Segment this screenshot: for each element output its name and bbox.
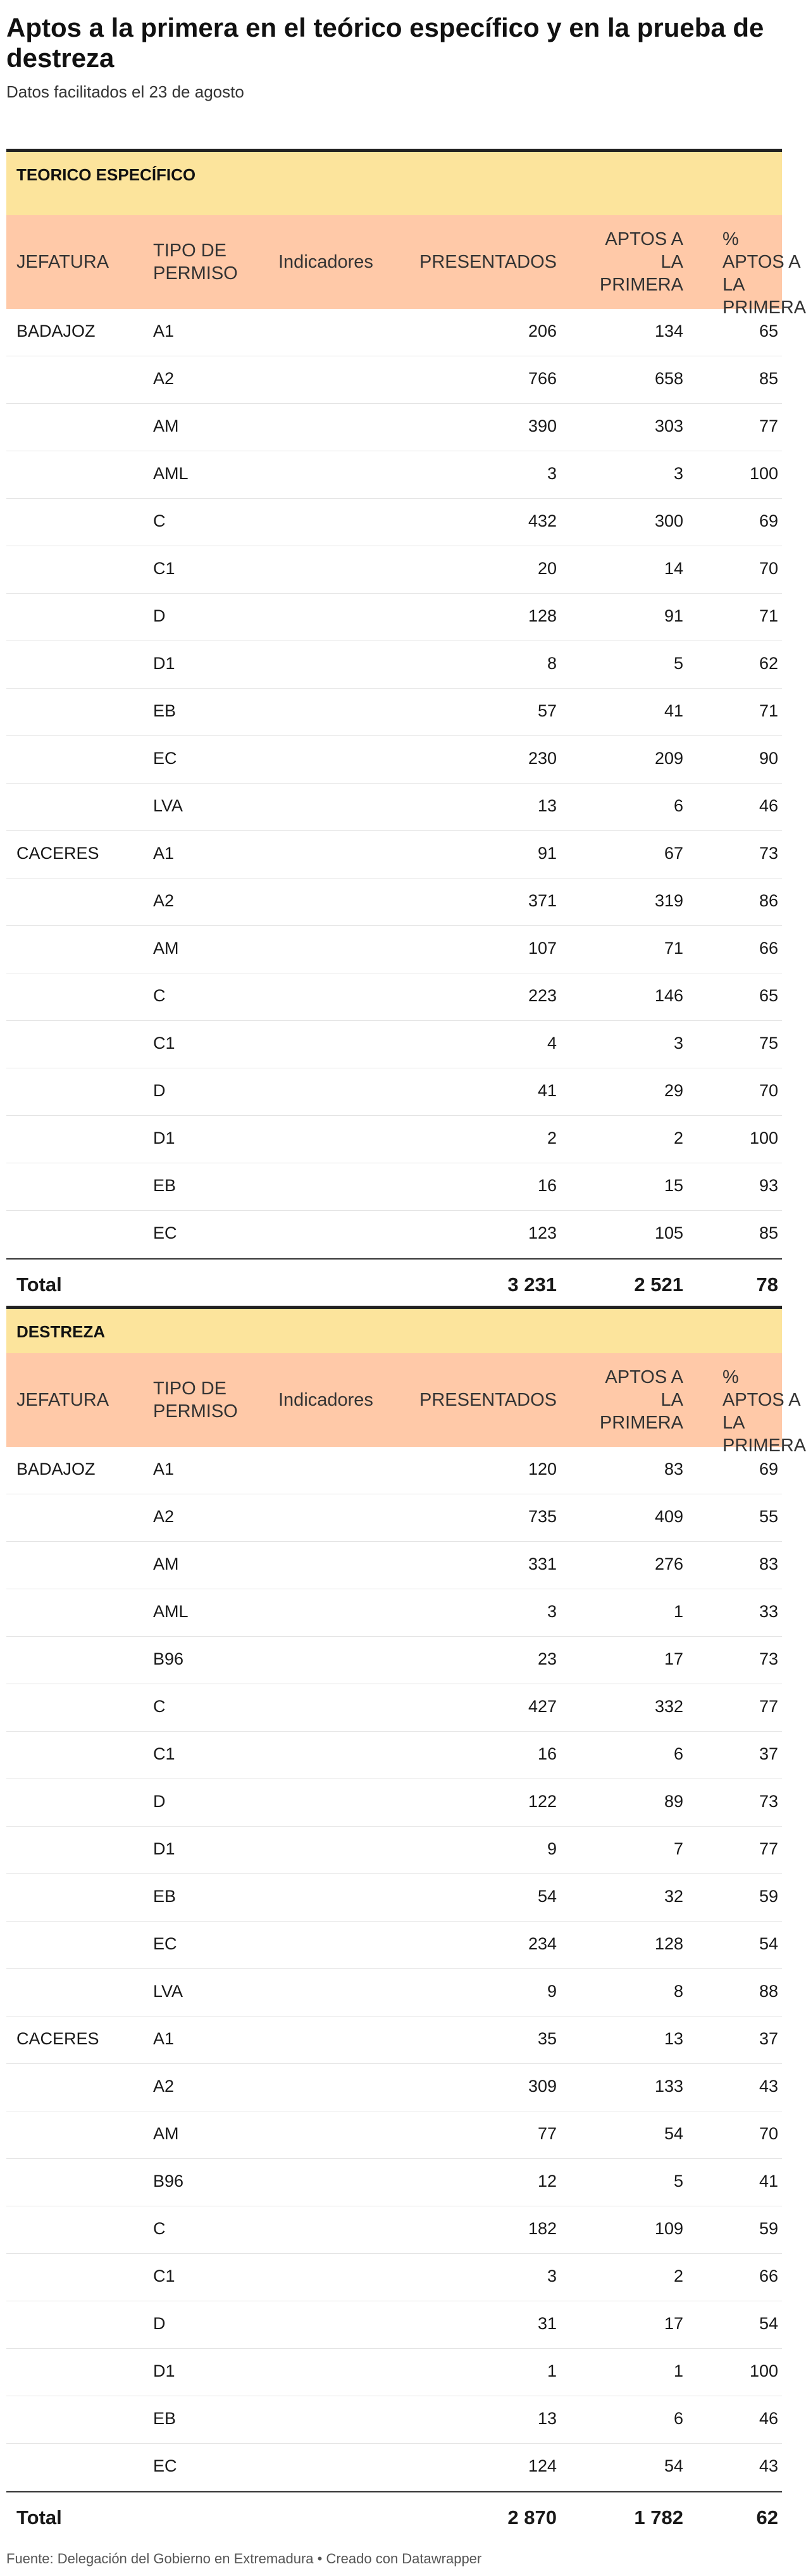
cell-presentados: 9 — [547, 1982, 557, 2001]
cell-aptos: 13 — [664, 2029, 683, 2048]
column-header-aptos: APTOS A LA PRIMERA — [599, 229, 683, 295]
table-row — [6, 1116, 782, 1163]
cell-presentados: 123 — [528, 1223, 557, 1242]
cell-tipo-permiso: EB — [153, 2409, 177, 2428]
cell-aptos: 332 — [654, 1697, 683, 1716]
cell-porcentaje: 66 — [759, 939, 778, 958]
table-row — [6, 356, 782, 404]
cell-tipo-permiso: A1 — [153, 1460, 175, 1479]
column-header-presentados: PRESENTADOS — [419, 1390, 557, 1410]
cell-jefatura: CACERES — [16, 2029, 99, 2048]
table-row — [6, 594, 782, 641]
cell-aptos: 6 — [673, 1744, 683, 1763]
cell-porcentaje: 83 — [759, 1554, 778, 1573]
cell-porcentaje: 41 — [759, 2172, 778, 2191]
cell-aptos: 6 — [673, 2409, 683, 2428]
cell-tipo-permiso: C1 — [153, 1034, 175, 1053]
cell-presentados: 371 — [528, 891, 557, 910]
cell-porcentaje: 73 — [759, 1792, 778, 1811]
cell-presentados: 206 — [528, 322, 557, 341]
source-footer: Fuente: Delegación del Gobierno en Extremadura • Creado con Datawrapper — [6, 2551, 482, 2567]
table-row — [6, 2254, 782, 2301]
cell-presentados: 8 — [547, 654, 557, 673]
cell-porcentaje: 70 — [759, 1081, 778, 1100]
table-row — [6, 2064, 782, 2111]
table-row — [6, 2301, 782, 2349]
cell-tipo-permiso: EC — [153, 2456, 177, 2475]
cell-aptos: 54 — [664, 2124, 683, 2143]
cell-jefatura: CACERES — [16, 844, 99, 863]
cell-tipo-permiso: B96 — [153, 2172, 184, 2191]
cell-porcentaje: 37 — [759, 2029, 778, 2048]
column-header-row — [6, 215, 806, 318]
cell-tipo-permiso: A2 — [153, 2077, 175, 2096]
cell-tipo-permiso: D — [153, 1081, 166, 1100]
cell-aptos: 303 — [654, 416, 683, 435]
cell-presentados: 122 — [528, 1792, 557, 1811]
cell-aptos: 17 — [664, 1649, 683, 1668]
cell-presentados: 2 — [547, 1129, 557, 1147]
column-header-porcentaje: % APTOS A LA PRIMERA — [722, 229, 806, 318]
table-row — [6, 499, 782, 546]
table-row — [6, 1494, 782, 1542]
table-row — [6, 1732, 782, 1779]
cell-aptos: 128 — [654, 1934, 683, 1953]
column-header-row — [6, 1353, 806, 1456]
cell-tipo-permiso: C — [153, 2219, 166, 2238]
cell-presentados: 120 — [528, 1460, 557, 1479]
cell-porcentaje: 69 — [759, 511, 778, 530]
cell-aptos: 276 — [654, 1554, 683, 1573]
cell-presentados: 735 — [528, 1507, 557, 1526]
cell-aptos: 409 — [654, 1507, 683, 1526]
cell-tipo-permiso: C1 — [153, 559, 175, 578]
cell-tipo-permiso: D1 — [153, 1129, 175, 1147]
cell-presentados: 16 — [537, 1744, 557, 1763]
cell-tipo-permiso: AM — [153, 1554, 179, 1573]
table-row — [6, 309, 782, 356]
cell-aptos: 658 — [654, 369, 683, 388]
cell-porcentaje: 88 — [759, 1982, 778, 2001]
cell-presentados: 31 — [537, 2314, 557, 2333]
cell-presentados: 77 — [537, 2124, 557, 2143]
cell-presentados: 4 — [547, 1034, 557, 1053]
cell-aptos: 5 — [673, 654, 683, 673]
cell-tipo-permiso: A1 — [153, 844, 175, 863]
cell-aptos: 133 — [654, 2077, 683, 2096]
cell-presentados: 20 — [537, 559, 557, 578]
total-row — [6, 1258, 782, 1311]
table-row — [6, 2349, 782, 2396]
cell-presentados: 16 — [537, 1176, 557, 1195]
cell-tipo-permiso: C1 — [153, 1744, 175, 1763]
column-header-jefatura: JEFATURA — [16, 1390, 109, 1410]
table-row — [6, 831, 782, 878]
table-row — [6, 1589, 782, 1637]
column-header-indicadores: Indicadores — [278, 1390, 373, 1410]
cell-tipo-permiso: C — [153, 511, 166, 530]
table-row — [6, 1684, 782, 1732]
cell-presentados: 9 — [547, 1839, 557, 1858]
column-header-tipo-permiso: TIPO DE PERMISO — [153, 241, 238, 284]
cell-aptos: 3 — [673, 1034, 683, 1053]
cell-presentados: 35 — [537, 2029, 557, 2048]
cell-aptos: 209 — [654, 749, 683, 768]
cell-porcentaje: 71 — [759, 701, 778, 720]
column-header-porcentaje: % APTOS A LA PRIMERA — [722, 1367, 806, 1456]
cell-porcentaje: 70 — [759, 2124, 778, 2143]
cell-presentados: 23 — [537, 1649, 557, 1668]
cell-aptos: 41 — [664, 701, 683, 720]
cell-presentados: 1 — [547, 2361, 557, 2380]
table-row — [6, 926, 782, 973]
cell-aptos: 105 — [654, 1223, 683, 1242]
cell-presentados: 3 — [547, 464, 557, 483]
cell-porcentaje: 77 — [759, 1839, 778, 1858]
total-porcentaje: 62 — [756, 2506, 778, 2529]
table-row — [6, 1969, 782, 2016]
cell-tipo-permiso: C — [153, 986, 166, 1005]
table-row — [6, 1068, 782, 1116]
cell-aptos: 2 — [673, 1129, 683, 1147]
cell-porcentaje: 59 — [759, 1887, 778, 1906]
table-row — [6, 2111, 782, 2159]
cell-aptos: 8 — [673, 1982, 683, 2001]
column-header-indicadores: Indicadores — [278, 252, 373, 272]
column-header-tipo-permiso: TIPO DE PERMISO — [153, 1379, 238, 1422]
cell-presentados: 57 — [537, 701, 557, 720]
table-row — [6, 546, 782, 594]
cell-porcentaje: 37 — [759, 1744, 778, 1763]
cell-tipo-permiso: A2 — [153, 369, 175, 388]
cell-porcentaje: 71 — [759, 606, 778, 625]
total-row — [6, 2491, 782, 2544]
cell-tipo-permiso: EB — [153, 1176, 177, 1195]
cell-tipo-permiso: AML — [153, 464, 189, 483]
cell-aptos: 2 — [673, 2267, 683, 2285]
cell-aptos: 6 — [673, 796, 683, 815]
cell-porcentaje: 100 — [749, 2361, 778, 2380]
cell-porcentaje: 85 — [759, 1223, 778, 1242]
cell-tipo-permiso: AM — [153, 2124, 179, 2143]
cell-presentados: 427 — [528, 1697, 557, 1716]
cell-presentados: 13 — [537, 796, 557, 815]
cell-porcentaje: 46 — [759, 796, 778, 815]
cell-porcentaje: 54 — [759, 1934, 778, 1953]
table-row — [6, 2396, 782, 2444]
table-row — [6, 1779, 782, 1827]
table-row — [6, 689, 782, 736]
table-row — [6, 1637, 782, 1684]
cell-aptos: 17 — [664, 2314, 683, 2333]
cell-aptos: 7 — [673, 1839, 683, 1858]
cell-tipo-permiso: EC — [153, 1223, 177, 1242]
section-header: DESTREZA — [6, 1306, 782, 1353]
cell-tipo-permiso: D1 — [153, 654, 175, 673]
cell-tipo-permiso: D — [153, 1792, 166, 1811]
cell-tipo-permiso: A2 — [153, 1507, 175, 1526]
table-section-teorico — [6, 149, 806, 1311]
total-aptos: 2 521 — [634, 1273, 683, 1296]
table-row — [6, 973, 782, 1021]
total-porcentaje: 78 — [756, 1273, 778, 1296]
table-row — [6, 878, 782, 926]
cell-presentados: 12 — [537, 2172, 557, 2191]
cell-aptos: 109 — [654, 2219, 683, 2238]
cell-tipo-permiso: A1 — [153, 322, 175, 341]
table-row — [6, 404, 782, 451]
cell-presentados: 128 — [528, 606, 557, 625]
cell-presentados: 91 — [537, 844, 557, 863]
chart-title: Aptos a la primera en el teórico específico y en la prueba de destreza — [6, 13, 764, 73]
cell-aptos: 319 — [654, 891, 683, 910]
cell-tipo-permiso: EC — [153, 749, 177, 768]
cell-presentados: 54 — [537, 1887, 557, 1906]
chart-subtitle: Datos facilitados el 23 de agosto — [6, 82, 244, 101]
cell-porcentaje: 43 — [759, 2456, 778, 2475]
cell-presentados: 182 — [528, 2219, 557, 2238]
total-presentados: 2 870 — [507, 2506, 557, 2529]
table-row — [6, 2159, 782, 2206]
table-row — [6, 1163, 782, 1211]
cell-porcentaje: 59 — [759, 2219, 778, 2238]
table-row — [6, 1827, 782, 1874]
cell-aptos: 91 — [664, 606, 683, 625]
table-row — [6, 784, 782, 831]
cell-tipo-permiso: EC — [153, 1934, 177, 1953]
column-header-presentados: PRESENTADOS — [419, 252, 557, 272]
cell-tipo-permiso: A2 — [153, 891, 175, 910]
cell-tipo-permiso: D — [153, 606, 166, 625]
cell-presentados: 766 — [528, 369, 557, 388]
cell-tipo-permiso: D1 — [153, 1839, 175, 1858]
total-aptos: 1 782 — [634, 2506, 683, 2529]
cell-presentados: 13 — [537, 2409, 557, 2428]
section-header: TEORICO ESPECÍFICO — [6, 149, 782, 215]
cell-aptos: 14 — [664, 559, 683, 578]
cell-presentados: 309 — [528, 2077, 557, 2096]
cell-porcentaje: 100 — [749, 464, 778, 483]
cell-presentados: 331 — [528, 1554, 557, 1573]
cell-tipo-permiso: C — [153, 1697, 166, 1716]
cell-porcentaje: 75 — [759, 1034, 778, 1053]
table-row — [6, 641, 782, 689]
table-section-destreza — [6, 1306, 806, 2544]
cell-porcentaje: 62 — [759, 654, 778, 673]
cell-aptos: 5 — [673, 2172, 683, 2191]
cell-porcentaje: 90 — [759, 749, 778, 768]
column-header-jefatura: JEFATURA — [16, 252, 109, 272]
cell-porcentaje: 86 — [759, 891, 778, 910]
cell-aptos: 300 — [654, 511, 683, 530]
table-row — [6, 451, 782, 499]
cell-tipo-permiso: AM — [153, 939, 179, 958]
cell-aptos: 29 — [664, 1081, 683, 1100]
cell-presentados: 390 — [528, 416, 557, 435]
cell-porcentaje: 100 — [749, 1129, 778, 1147]
cell-porcentaje: 46 — [759, 2409, 778, 2428]
cell-presentados: 230 — [528, 749, 557, 768]
column-header-aptos: APTOS A LA PRIMERA — [599, 1367, 683, 1433]
cell-aptos: 83 — [664, 1460, 683, 1479]
table-row — [6, 1542, 782, 1589]
cell-tipo-permiso: AML — [153, 1602, 189, 1621]
cell-aptos: 3 — [673, 464, 683, 483]
cell-porcentaje: 33 — [759, 1602, 778, 1621]
table-row — [6, 1874, 782, 1922]
table-row — [6, 2444, 782, 2491]
cell-aptos: 134 — [654, 322, 683, 341]
cell-presentados: 41 — [537, 1081, 557, 1100]
cell-porcentaje: 55 — [759, 1507, 778, 1526]
cell-aptos: 1 — [673, 1602, 683, 1621]
cell-porcentaje: 73 — [759, 844, 778, 863]
cell-porcentaje: 54 — [759, 2314, 778, 2333]
cell-aptos: 1 — [673, 2361, 683, 2380]
table-row — [6, 1021, 782, 1068]
cell-presentados: 432 — [528, 511, 557, 530]
table-body — [6, 1447, 782, 2491]
cell-aptos: 15 — [664, 1176, 683, 1195]
cell-tipo-permiso: B96 — [153, 1649, 184, 1668]
cell-aptos: 32 — [664, 1887, 683, 1906]
cell-aptos: 146 — [654, 986, 683, 1005]
cell-tipo-permiso: EB — [153, 701, 177, 720]
cell-tipo-permiso: AM — [153, 416, 179, 435]
cell-tipo-permiso: C1 — [153, 2267, 175, 2285]
table-row — [6, 2206, 782, 2254]
cell-tipo-permiso: D1 — [153, 2361, 175, 2380]
cell-porcentaje: 65 — [759, 986, 778, 1005]
table-row — [6, 1211, 782, 1258]
cell-aptos: 54 — [664, 2456, 683, 2475]
table-body — [6, 309, 782, 1258]
cell-tipo-permiso: LVA — [153, 796, 183, 815]
cell-tipo-permiso: EB — [153, 1887, 177, 1906]
cell-porcentaje: 43 — [759, 2077, 778, 2096]
cell-tipo-permiso: D — [153, 2314, 166, 2333]
cell-aptos: 89 — [664, 1792, 683, 1811]
cell-presentados: 234 — [528, 1934, 557, 1953]
cell-aptos: 71 — [664, 939, 683, 958]
cell-porcentaje: 85 — [759, 369, 778, 388]
cell-porcentaje: 70 — [759, 559, 778, 578]
total-label: Total — [16, 1273, 62, 1296]
cell-presentados: 223 — [528, 986, 557, 1005]
table-row — [6, 1922, 782, 1969]
total-presentados: 3 231 — [507, 1273, 557, 1296]
cell-presentados: 107 — [528, 939, 557, 958]
cell-porcentaje: 69 — [759, 1460, 778, 1479]
table-row — [6, 1447, 782, 1494]
cell-aptos: 67 — [664, 844, 683, 863]
table-row — [6, 2016, 782, 2064]
cell-porcentaje: 93 — [759, 1176, 778, 1195]
cell-porcentaje: 77 — [759, 416, 778, 435]
cell-presentados: 124 — [528, 2456, 557, 2475]
cell-presentados: 3 — [547, 1602, 557, 1621]
cell-jefatura: BADAJOZ — [16, 322, 96, 341]
cell-presentados: 3 — [547, 2267, 557, 2285]
cell-porcentaje: 77 — [759, 1697, 778, 1716]
total-label: Total — [16, 2506, 62, 2529]
cell-porcentaje: 66 — [759, 2267, 778, 2285]
cell-porcentaje: 73 — [759, 1649, 778, 1668]
cell-porcentaje: 65 — [759, 322, 778, 341]
table-row — [6, 736, 782, 784]
cell-tipo-permiso: LVA — [153, 1982, 183, 2001]
cell-jefatura: BADAJOZ — [16, 1460, 96, 1479]
cell-tipo-permiso: A1 — [153, 2029, 175, 2048]
